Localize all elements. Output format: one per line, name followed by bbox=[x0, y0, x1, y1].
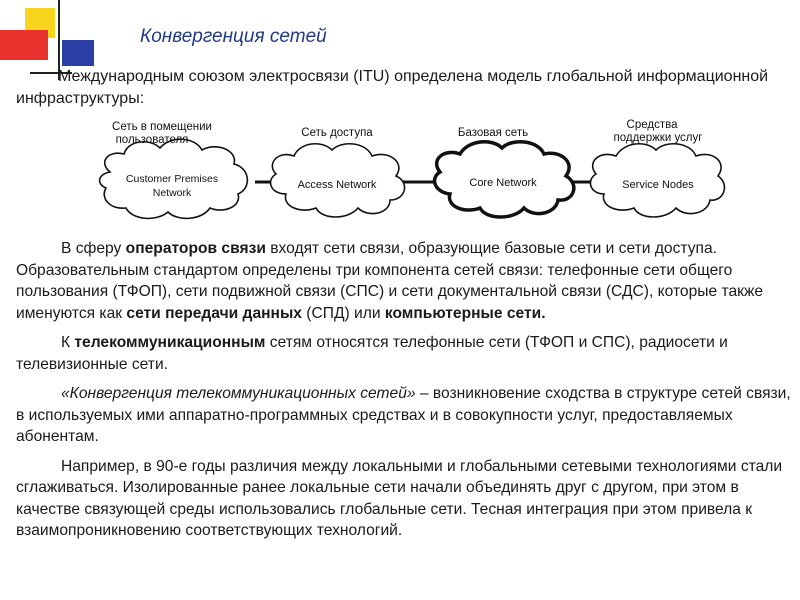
cloud-4-label-line2: поддержки услуг bbox=[613, 132, 703, 144]
cloud-3-inner: Core Network bbox=[469, 177, 537, 189]
p1-text-a: В сферу bbox=[61, 240, 126, 257]
cloud-2-label: Сеть доступа bbox=[301, 127, 373, 139]
intro-text bbox=[16, 66, 786, 110]
paragraph-telecom bbox=[16, 332, 791, 375]
cloud-access-network bbox=[271, 144, 405, 217]
p3-text-c: – возникновение сходства в структуре сетей связи, в используемых ими аппаратно-программных средствах и в совокупности услуг, предоставляемых абонентам. bbox=[16, 385, 791, 445]
paragraph-example: Например, в 90-е годы различия между локальными и глобальными сетевыми технологиями стали сглаживаться. Изолированные ранее локальные сети начали объединять друг с другом, при этом в качестве связующей среды использовались глобальные сети. Тесная интеграция при этом привела к взаимопроникновению соответствующих технологий. bbox=[16, 457, 783, 539]
decor-blue-square bbox=[62, 40, 94, 66]
body-text bbox=[16, 238, 791, 550]
cloud-3-label: Базовая сеть bbox=[457, 127, 529, 139]
p1-bold-computer-networks: компьютерные сети. bbox=[384, 304, 546, 322]
cloud-4-inner: Service Nodes bbox=[622, 179, 694, 191]
p2-text-c: сетям относятся телефонные сети (ТФОП и СПС), радиосети и телевизионные сети. bbox=[16, 334, 728, 373]
p1-text-d: (СПД) или bbox=[301, 304, 385, 322]
cloud-2-inner: Access Network bbox=[297, 179, 377, 191]
p2-bold-telecom: телекоммуникационным bbox=[74, 334, 266, 351]
cloud-1-label-line1: Сеть в помещении bbox=[112, 121, 212, 133]
cloud-service-nodes bbox=[590, 144, 724, 217]
p1-bold-data-networks: сети передачи данных bbox=[126, 304, 302, 322]
paragraph-operators bbox=[16, 238, 791, 324]
p2-text-a: К bbox=[61, 334, 75, 351]
slide-title: Конвергенция сетей bbox=[140, 26, 327, 47]
cloud-core-network bbox=[435, 142, 574, 217]
cloud-1-label-line2: пользователя bbox=[115, 134, 189, 146]
p1-bold-operators: операторов связи bbox=[125, 240, 266, 257]
network-model-diagram bbox=[90, 110, 730, 235]
cloud-customer-premises bbox=[100, 139, 248, 218]
paragraph-convergence bbox=[16, 383, 791, 448]
p1-text-c: входят сети связи, образующие базовые сети и сети доступа. Образовательным стандартом определены три компонента сетей связи: телефонные сети общего пользования (ТФОП), сети подвижной связи (СПС) и сети документальной связи (СДС), которые также именуются как bbox=[16, 240, 764, 322]
intro-sentence: Международным союзом электросвязи (ITU) определена модель глобальной информационной инфраструктуры: bbox=[16, 68, 769, 107]
decor-red-square bbox=[0, 30, 48, 60]
cloud-1-inner-line1: Customer Premises bbox=[125, 173, 219, 185]
cloud-4-label-line1: Средства bbox=[626, 119, 678, 131]
cloud-1-inner-line2: Network bbox=[152, 187, 192, 199]
p3-italic-term: «Конвергенция телекоммуникационных сетей» bbox=[61, 385, 416, 402]
